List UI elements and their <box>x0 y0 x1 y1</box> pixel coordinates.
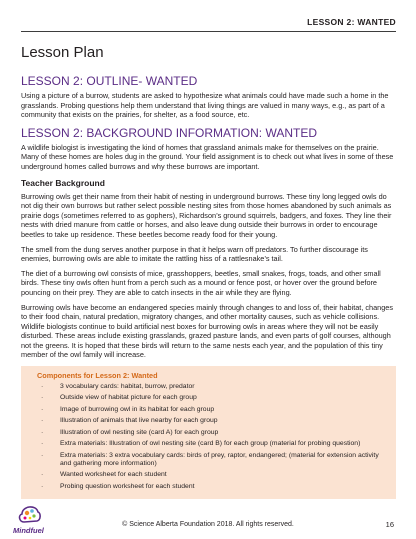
mindfuel-logo-text: Mindfuel <box>13 526 44 535</box>
components-box <box>21 366 396 499</box>
running-head: LESSON 2: WANTED <box>307 17 396 27</box>
list-item: · Extra materials: 3 extra vocabulary cards: birds of prey, raptor, endangered; (material for extension activity and gathering more information) <box>41 451 379 467</box>
list-item: · Illustration of animals that live nearby for each group <box>41 417 218 425</box>
teacher-background-paragraph-1: Burrowing owls get their name from their habit of nesting in underground burrows. These tiny long legged owls do not dig their own burrows but rather select possible nesting sites from those homes abandoned by such animals as prairie dogs (sometimes referred to as gophers), Richardson’s ground squirrels, badgers, and foxes. They line their nests with dried manure from cattle or horses, and also leave dung outside their burrows in order to encourage beetles to take up residence. These beetles become ready food for their young. <box>21 191 392 239</box>
section-heading-outline: LESSON 2: OUTLINE- WANTED <box>21 74 198 88</box>
page-title: Lesson Plan <box>21 44 104 61</box>
bullet-icon: · <box>41 451 44 459</box>
page-number: 16 <box>385 520 394 529</box>
list-item: · 3 vocabulary cards: habitat, burrow, predator <box>41 383 195 391</box>
components-title: Components for Lesson 2: Wanted <box>37 371 158 381</box>
footer-copyright: © Science Alberta Foundation 2018. All rights reserved. <box>122 521 294 528</box>
mindfuel-logo-mark <box>20 507 41 522</box>
list-item: · Illustration of owl nesting site (card A) for each group <box>41 428 219 436</box>
mindfuel-logo <box>10 500 50 538</box>
background-paragraph: A wildlife biologist is investigating the kind of homes that grassland animals make for themselves on the prairie. Many of these homes are holes dug in the ground. Your field assignment is to check out what lives in some of these underground homes called burrows and why these burrows are important. <box>21 142 394 171</box>
bullet-icon: · <box>41 471 44 479</box>
section-heading-background: LESSON 2: BACKGROUND INFORMATION: WANTED <box>21 125 318 140</box>
outline-paragraph: Using a picture of a burrow, students are asked to hypothesize what animals could have made such a home in the grasslands. Probing questions help them understand that living things are valued in many ways, e.g., as part of a community that exists on the prairies, for shelter, as a food source, etc. <box>21 91 389 120</box>
bullet-icon: · <box>41 482 44 490</box>
bullet-icon: · <box>41 417 44 425</box>
teacher-background-paragraph-3: The diet of a burrowing owl consists of mice, grasshoppers, beetles, small snakes, frogs, toads, and other small birds. These tiny owls often hunt from a perch such as a mound or fence post, or hover over the ground before pouncing on their prey. They are able to catch insects in the air while they are flying. <box>21 268 381 297</box>
bullet-icon: · <box>41 394 44 402</box>
list-item: · Wanted worksheet for each student <box>41 471 167 479</box>
bullet-icon: · <box>41 428 44 436</box>
teacher-background-paragraph-2: The smell from the dung serves another purpose in that it helps warn off predators. To further discourage its enemies, burrowing owls are able to imitate the rattling hiss of a rattlesnake’s tail. <box>21 244 368 264</box>
list-item: · Probing question worksheet for each student <box>41 482 195 490</box>
teacher-background-paragraph-4: Burrowing owls have become an endangered species mainly through changes to and loss of, their habitat, changes to their food chain, natural predation, migratory changes, and other mortality causes, such as vehicle collisions. Wildlife biologists continue to build artificial nest boxes for burrowing owls in areas where they will not be easily disturbed. These areas include existing grasslands, grazed pasture lands, and even parts of golf courses, although not the greens. It is hoped that these birds will return to the same nests each year, and the population of this tiny member of the owl family will increase. <box>21 302 393 360</box>
bullet-icon: · <box>41 405 44 413</box>
components-list <box>21 383 396 491</box>
bullet-icon: · <box>41 440 44 448</box>
list-item: · Outside view of habitat picture for each group <box>41 394 197 402</box>
teacher-background-heading: Teacher Background <box>21 177 105 188</box>
list-item: · Image of burrowing owl in its habitat for each group <box>41 405 215 413</box>
list-item: · Extra materials: Illustration of owl nesting site (card B) for each group (material for probing question) <box>41 440 361 448</box>
main-content <box>21 74 396 499</box>
page-header <box>21 17 396 32</box>
bullet-icon: · <box>41 383 44 391</box>
